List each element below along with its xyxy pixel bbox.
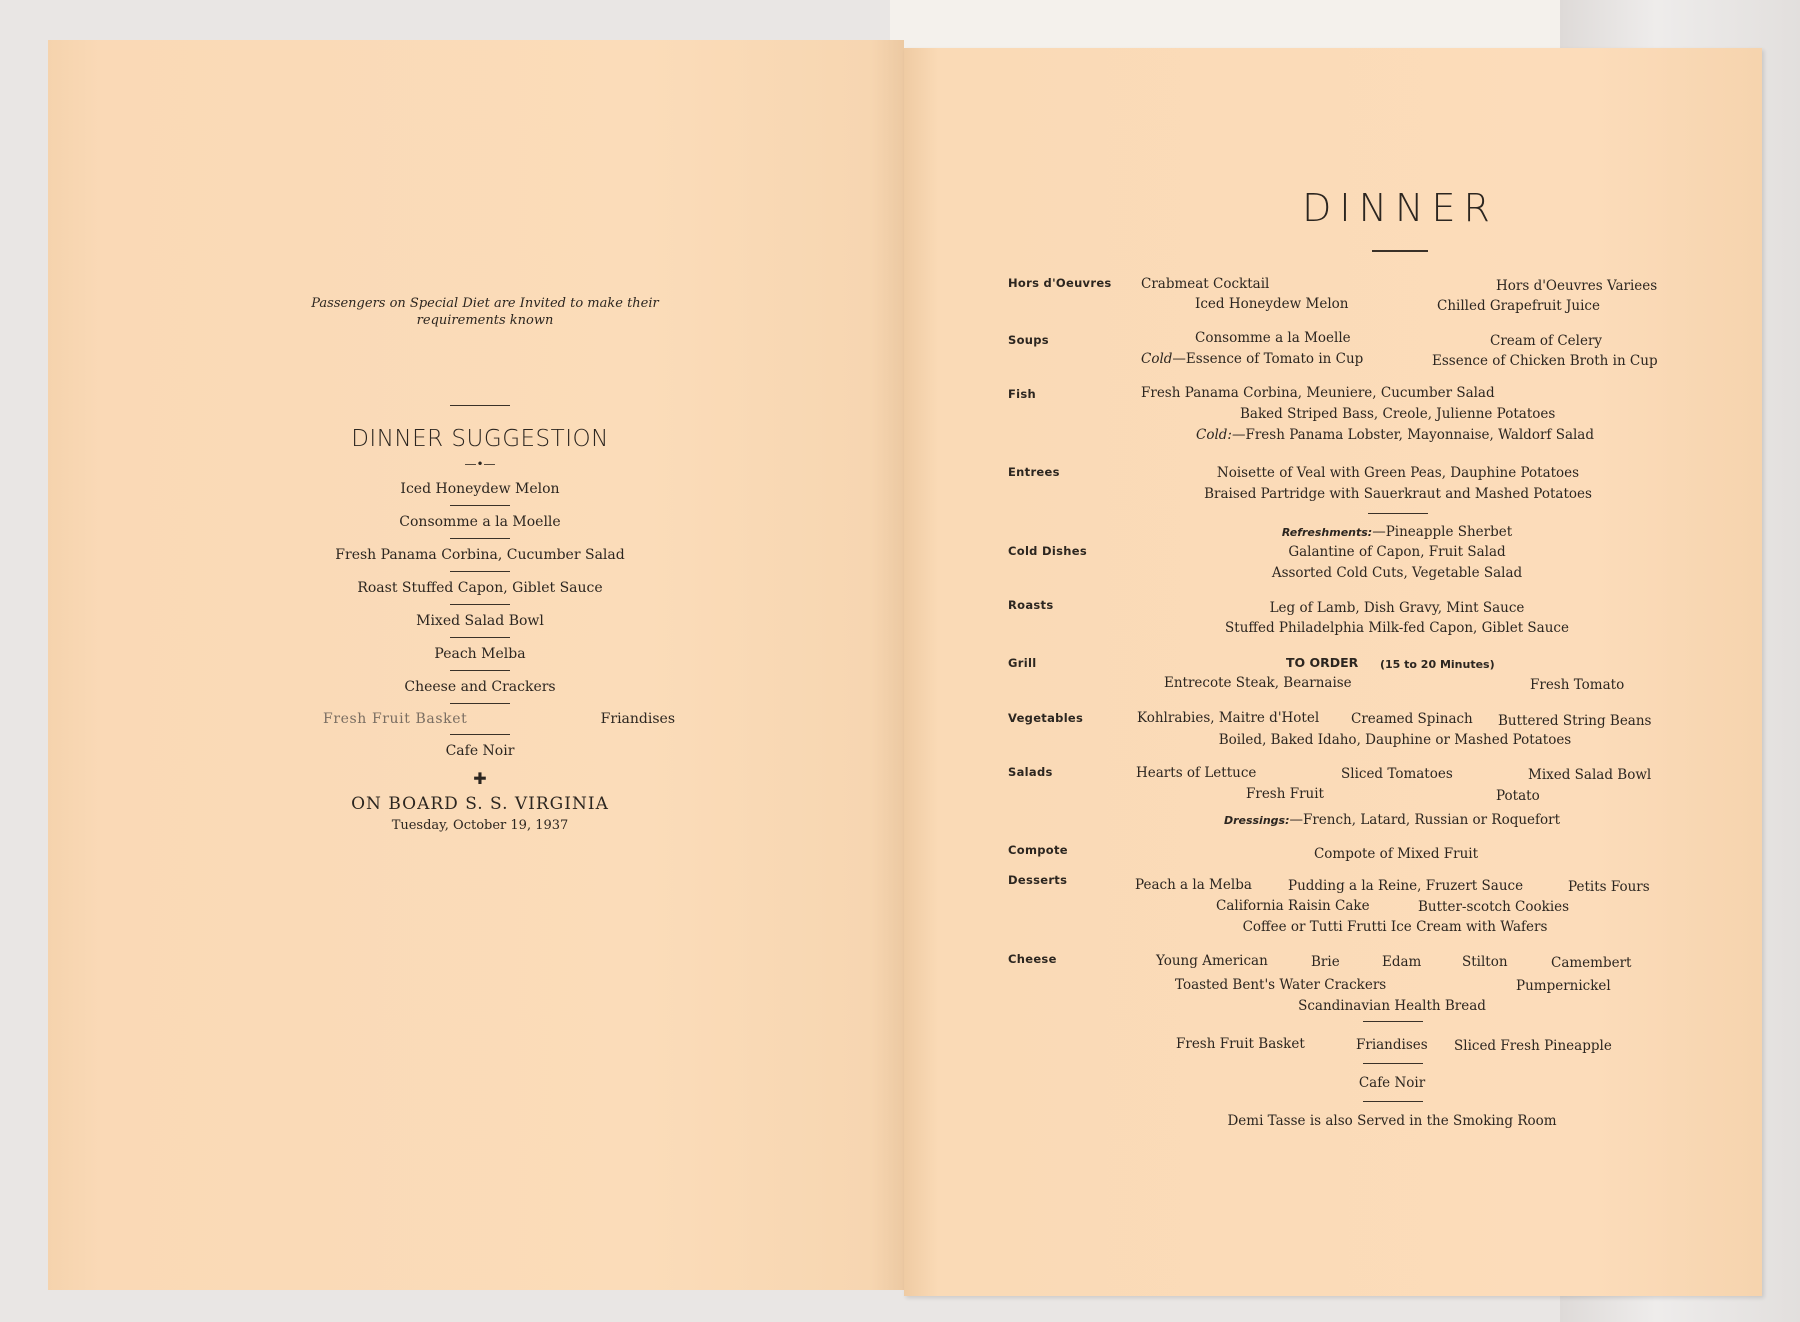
category-fish: Fish [1008,387,1037,401]
category-cold-dishes: Cold Dishes [1008,544,1087,558]
menu-item: Boiled, Baked Idaho, Dauphine or Mashed Potatoes [1218,732,1572,748]
divider [450,571,510,572]
dinner-suggestion-block [255,400,705,833]
divider [450,670,510,671]
category-hors-doeuvres: Hors d'Oeuvres [1008,276,1112,290]
divider [1363,1063,1423,1064]
menu-item: Compote of Mixed Fruit [1313,846,1479,862]
menu-item: Toasted Bent's Water Crackers [1175,977,1387,993]
menu-item: Crabmeat Cocktail [1141,276,1270,292]
divider [450,637,510,638]
menu-item: Cafe Noir [1358,1075,1426,1091]
suggestion-item: Peach Melba [434,646,526,662]
cross-ornament-icon: ✚ [473,769,487,788]
menu-item: Consomme a la Moelle [1195,330,1351,346]
suggestion-item: Cheese and Crackers [404,679,556,695]
divider [1372,250,1428,252]
menu-item: Butter-scotch Cookies [1418,899,1570,915]
menu-item: Leg of Lamb, Dish Gravy, Mint Sauce [1269,600,1525,616]
menu-item: Creamed Spinach [1351,711,1473,727]
menu-item: Cold:—Fresh Panama Lobster, Mayonnaise, Waldorf Salad [1196,427,1594,443]
menu-item: Entrecote Steak, Bearnaise [1164,675,1352,691]
menu-item: Scandinavian Health Bread [1298,998,1486,1014]
dinner-title: DINNER [1302,186,1498,230]
background-sheet [890,0,1570,53]
menu-item: TO ORDER [1286,655,1359,670]
menu-item: Braised Partridge with Sauerkraut and Mashed Potatoes [1204,486,1592,502]
divider [450,405,510,406]
menu-item: Buttered String Beans [1498,713,1652,729]
menu-item: Friandises [1356,1037,1428,1053]
divider [450,538,510,539]
refreshments-line: Refreshments:—Pineapple Sherbet [1281,524,1513,540]
menu-item: California Raisin Cake [1216,898,1370,914]
menu-right-page [904,48,1762,1296]
menu-item: Peach a la Melba [1135,877,1252,893]
divider [450,703,510,704]
menu-item: (15 to 20 Minutes) [1380,658,1495,671]
menu-item: Noisette of Veal with Green Peas, Dauphine Potatoes [1216,465,1580,481]
category-entrees: Entrees [1008,465,1060,479]
menu-item: Stuffed Philadelphia Milk-fed Capon, Giblet Sauce [1225,620,1569,636]
menu-item: Galantine of Capon, Fruit Salad [1288,544,1506,560]
menu-item: Pumpernickel [1516,978,1611,994]
ship-name: ON BOARD S. S. VIRGINIA [351,794,609,814]
menu-item: Petits Fours [1568,879,1650,895]
suggestion-item: Fresh Panama Corbina, Cucumber Salad [335,547,625,563]
category-desserts: Desserts [1008,873,1068,887]
suggestion-item: Consomme a la Moelle [399,514,561,530]
menu-item: Young American [1156,953,1268,969]
divider [1363,1101,1423,1102]
category-vegetables: Vegetables [1008,711,1084,725]
suggestion-item: Mixed Salad Bowl [416,613,544,629]
divider [1363,1021,1423,1022]
menu-item: Kohlrabies, Maitre d'Hotel [1137,710,1320,726]
menu-item: Fresh Tomato [1530,677,1625,693]
suggestion-item: Friandises [600,711,675,727]
demi-tasse-note: Demi Tasse is also Served in the Smoking Room [1227,1113,1557,1129]
menu-item: Stilton [1462,954,1508,970]
suggestion-item: Fresh Fruit Basket [323,711,468,727]
suggestion-item: Iced Honeydew Melon [400,481,560,497]
category-compote: Compote [1008,843,1068,857]
menu-item: Potato [1496,788,1540,804]
ornament-icon: —•— [464,457,496,471]
menu-item: Brie [1311,954,1340,970]
suggestion-item: Cafe Noir [445,743,515,759]
divider [450,505,510,506]
category-roasts: Roasts [1008,598,1054,612]
special-diet-notice: Passengers on Special Diet are Invited to make their requirements known [311,296,659,328]
divider [1368,513,1428,514]
menu-item: Hearts of Lettuce [1136,765,1257,781]
category-cheese: Cheese [1008,952,1057,966]
suggestion-pair [255,710,705,728]
menu-item: Chilled Grapefruit Juice [1437,298,1600,314]
category-grill: Grill [1008,656,1037,670]
menu-item: Hors d'Oeuvres Variees [1496,278,1658,294]
dinner-suggestion-title: DINNER SUGGESTION [351,426,609,452]
suggestion-item: Roast Stuffed Capon, Giblet Sauce [357,580,603,596]
menu-item: Fresh Fruit [1246,786,1324,802]
menu-item: Pudding a la Reine, Fruzert Sauce [1288,878,1524,894]
menu-item: Iced Honeydew Melon [1195,296,1349,312]
menu-item: Edam [1382,954,1422,970]
menu-item: Mixed Salad Bowl [1528,767,1652,783]
menu-item: Essence of Chicken Broth in Cup [1432,353,1658,369]
menu-item: Sliced Tomatoes [1341,766,1453,782]
menu-item: Camembert [1551,955,1632,971]
dressings-line: Dressings:—French, Latard, Russian or Roquefort [1223,812,1561,828]
menu-item: Cream of Celery [1490,333,1603,349]
menu-item: Sliced Fresh Pineapple [1454,1038,1612,1054]
menu-item: Baked Striped Bass, Creole, Julienne Potatoes [1240,406,1556,422]
menu-item: Fresh Fruit Basket [1176,1036,1305,1052]
menu-date: Tuesday, October 19, 1937 [391,818,569,833]
menu-item: Assorted Cold Cuts, Vegetable Salad [1271,565,1523,581]
menu-item: Coffee or Tutti Frutti Ice Cream with Wafers [1242,919,1548,935]
divider [450,734,510,735]
menu-item: Cold—Essence of Tomato in Cup [1141,351,1364,367]
divider [450,604,510,605]
category-soups: Soups [1008,333,1049,347]
menu-item: Fresh Panama Corbina, Meuniere, Cucumber Salad [1141,385,1495,401]
category-salads: Salads [1008,765,1053,779]
